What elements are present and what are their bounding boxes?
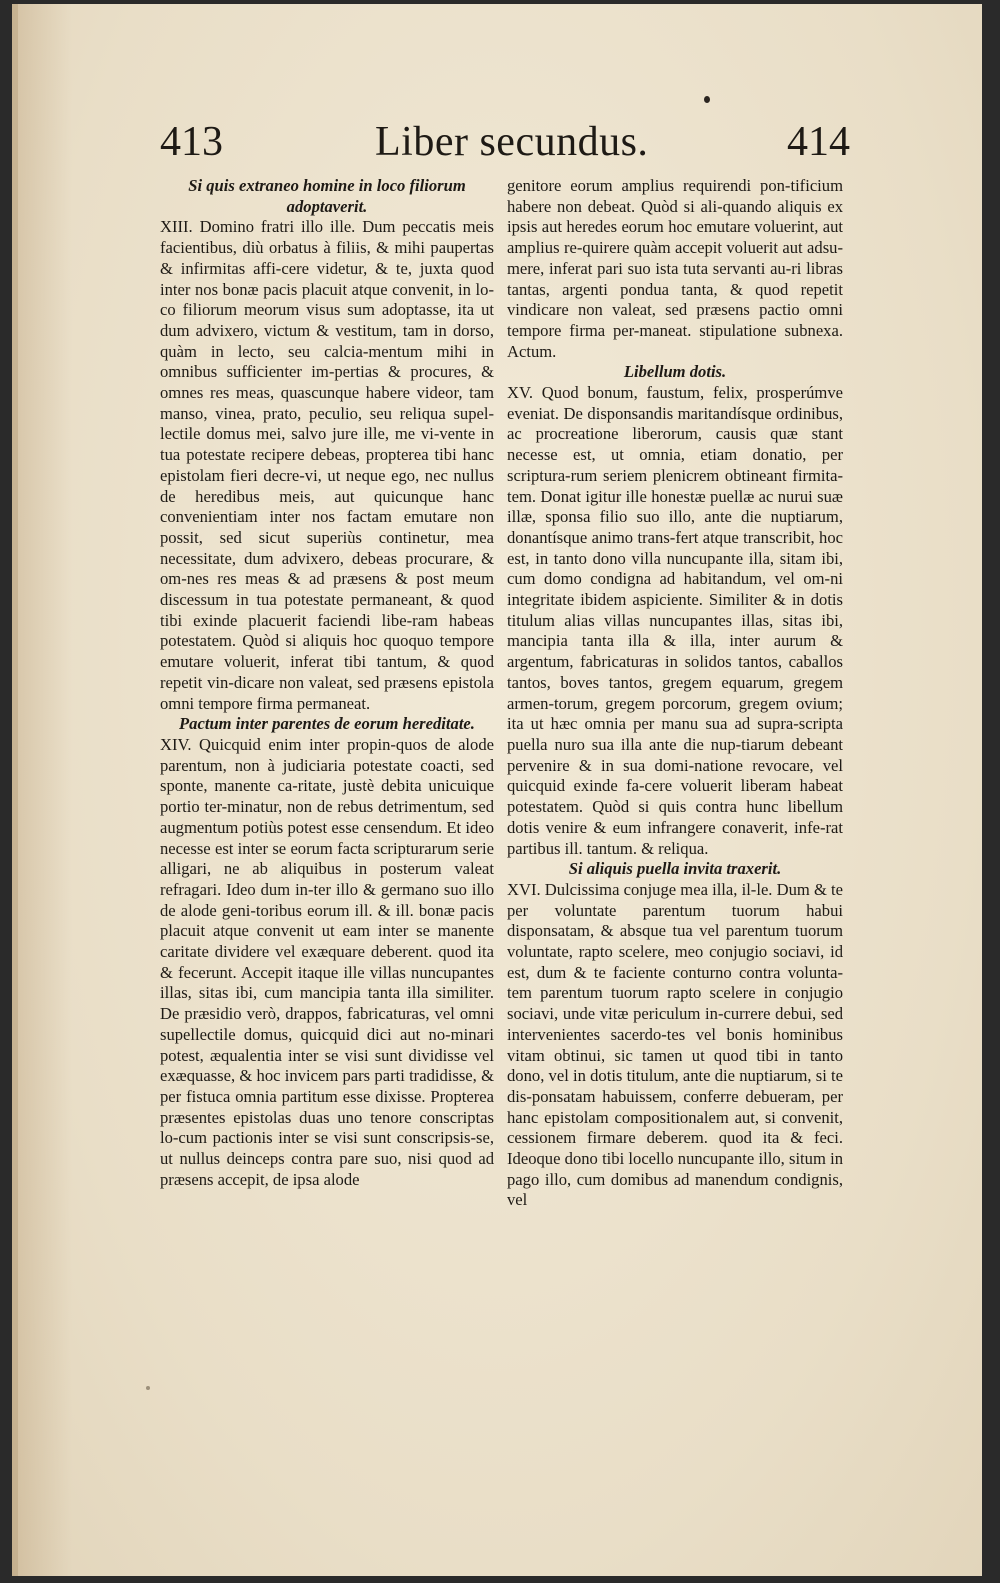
- book-page: [12, 4, 982, 1576]
- left-column: [160, 176, 494, 1190]
- right-column: [507, 176, 843, 1211]
- section-heading: Libellum dotis.: [623, 362, 727, 382]
- running-header: [160, 116, 850, 168]
- section-text: XVI. Dulcissima conjuge mea illa, il-le. Dum & te per voluntate parentum tuorum habui disponsatam, & absque tua vel parentum tuorum voluntate, rapto scelere, meo conjugio sociavi, id est, dum & te faciente conturno contra volunta-tem parentum tuorum rapto scelere in conjugio sociavi, unde vitæ periculum in-currere debui, sed intervenientes sacerdo-tes vel bonis hominibus vitam obtinui, sic tamen ut quod tibi in tanto dono, vel in dotis titulum, ante die nuptiarum, si te dis-ponsatam habuissem, conferre debueram, per hanc epistolam compositionalem aut, si convenit, cessionem firmare deberem. quod ita & feci. Ideoque dono tibi locello nuncupante illo, situm in pago illo, cum domibus ad manendum condignis, vel: [507, 879, 843, 1210]
- page-number-right: 414: [787, 119, 850, 165]
- running-title: Liber secundus.: [375, 119, 649, 165]
- section-heading: Si aliquis puella invita traxerit.: [568, 859, 782, 879]
- page-number-left: 413: [160, 119, 223, 165]
- ink-smudge: [146, 1386, 150, 1390]
- section-heading: Si quis extraneo homine in loco filiorum adoptaverit.: [188, 176, 466, 216]
- ink-dot: [704, 96, 710, 103]
- page-gutter-shadow: [12, 4, 18, 1576]
- section-text: XV. Quod bonum, faustum, felix, prosperúmve eveniat. De disponsandis maritandísque ordinibus, ac procreatione liberorum, causis quæ stant necesse est, ut omnia, etiam donatio, per scriptura-rum seriem plenicrem obtineant firmita-tem. Donat igitur ille honestæ puellæ ac nurui suæ illæ, sponsa filio suo illo, ante die nuptiarum, donantísque animo trans-fert atque transcribit, hoc est, in tanto dono villa nuncupante illa, sitam ibi, cum domo condigna ad habitandum, vel om-ni integritate ibidem aspiciente. Similiter & in dotis titulum alias villas nuncupantes illas, sitas ibi, mancipia tanta illa & illa, inter aurum & argentum, fabricaturas in solidos tantos, caballos tantos, boves tantos, gregem equarum, gregem armen-torum, gregem porcorum, gregem ovium; ita ut hæc omnia per manu sua ad supra-scripta puella nuro sua illa ante die nup-tiarum debeant pervenire & in sua domi-natione revocare, vel quicquid exinde fa-cere voluerit liberam habeat potestatem. Quòd si quis contra hunc libellum dotis venire & eum infrangere conaverit, infe-rat partibus ill. tantum. & reliqua.: [507, 383, 843, 858]
- section-heading: Pactum inter parentes de eorum hereditate.: [179, 714, 475, 734]
- section-text: XIV. Quicquid enim inter propin-quos de alode parentum, non à judiciaria potestate coacti, sed sponte, manente ca-ritate, justè debita unicuique portio ter-minatur, non de rebus detrimentum, sed augmentum potiùs potest esse censendum. Et ideo necesse est inter se eorum facta scripturarum serie alligari, ne ab aliquibus in posterum valeat refragari. Ideo dum in-ter illo & germano suo illo de alode geni-toribus eorum ill. & ill. bonæ pacis placuit atque convenit ut eam inter se manente caritate dividere vel exæquare deberent. quod ita & fecerunt. Accepit itaque ille villas nuncupantes illas, sitas ibi, cum mancipia tanta illa similiter. De præsidio verò, drappos, fabricaturas, vel omni supellectile domus, quicquid dici aut no-minari potest, æqualentia inter se visi sunt dividisse vel exæquasse, & hoc invicem pars parti tradidisse, & per fistuca omnia partitum esse dixisse. Propterea præsentes epistolas duas uno tenore conscriptas lo-cum pactionis inter se visi sunt conscripsis-se, ut nullus deinceps contra pare suo, nisi quod ad præsens accepit, de ipsa alode: [160, 734, 494, 1189]
- section-text: XIII. Domino fratri illo ille. Dum peccatis meis facientibus, diù orbatus à filiis, & mihi paupertas & infirmitas affi-cere videtur, & te, juxta quod inter nos bonæ pacis placuit atque convenit, in lo-co filiorum meorum visus sum adoptasse, ita ut dum advixero, victum & vestitum, tam in dorso, quàm in lecto, seu calcia-mentum mihi in omnibus sufficienter im-pertias & procures, & omnes res meas, quascunque habere videor, tam manso, vinea, prato, peculio, seu reliqua supel-lectile domus mei, salvo jure ille, me vi-vente in tua potestate recipere debeas, propterea tibi hanc epistolam fieri decre-vi, ut neque ego, nec nullus de heredibus meis, aut quicunque hanc convenientiam inter nos factam emutare non possit, sed sicut superiùs continetur, mea necessitate, dum advixero, debeas procurare, & om-nes res meas & ad præsens & post meum discessum in tua potestate permaneant, & quod tibi exinde placuerit faciendi libe-ram habeas potestatem. Quòd si aliquis hoc quoquo tempore emutare voluerit, inferat tibi tantum, & quod repetit vin-dicare non valeat, sed præsens epistola omni tempore firma permaneat.: [160, 217, 494, 713]
- section-text: genitore eorum amplius requirendi pon-tificium habere non debeat. Quòd si ali-quando aliquis ex ipsis aut heredes eorum hoc emutare voluerint, aut amplius re-quirere quàm accepit voluerit aut adsu-mere, inferat pari suo ista tuta servanti au-ri libras tantas, argenti pondua tanta, & quod repetit vindicare non valeat, sed præsens pactio omni tempore firma per-maneat. stipulatione subnexa. Actum.: [507, 176, 843, 361]
